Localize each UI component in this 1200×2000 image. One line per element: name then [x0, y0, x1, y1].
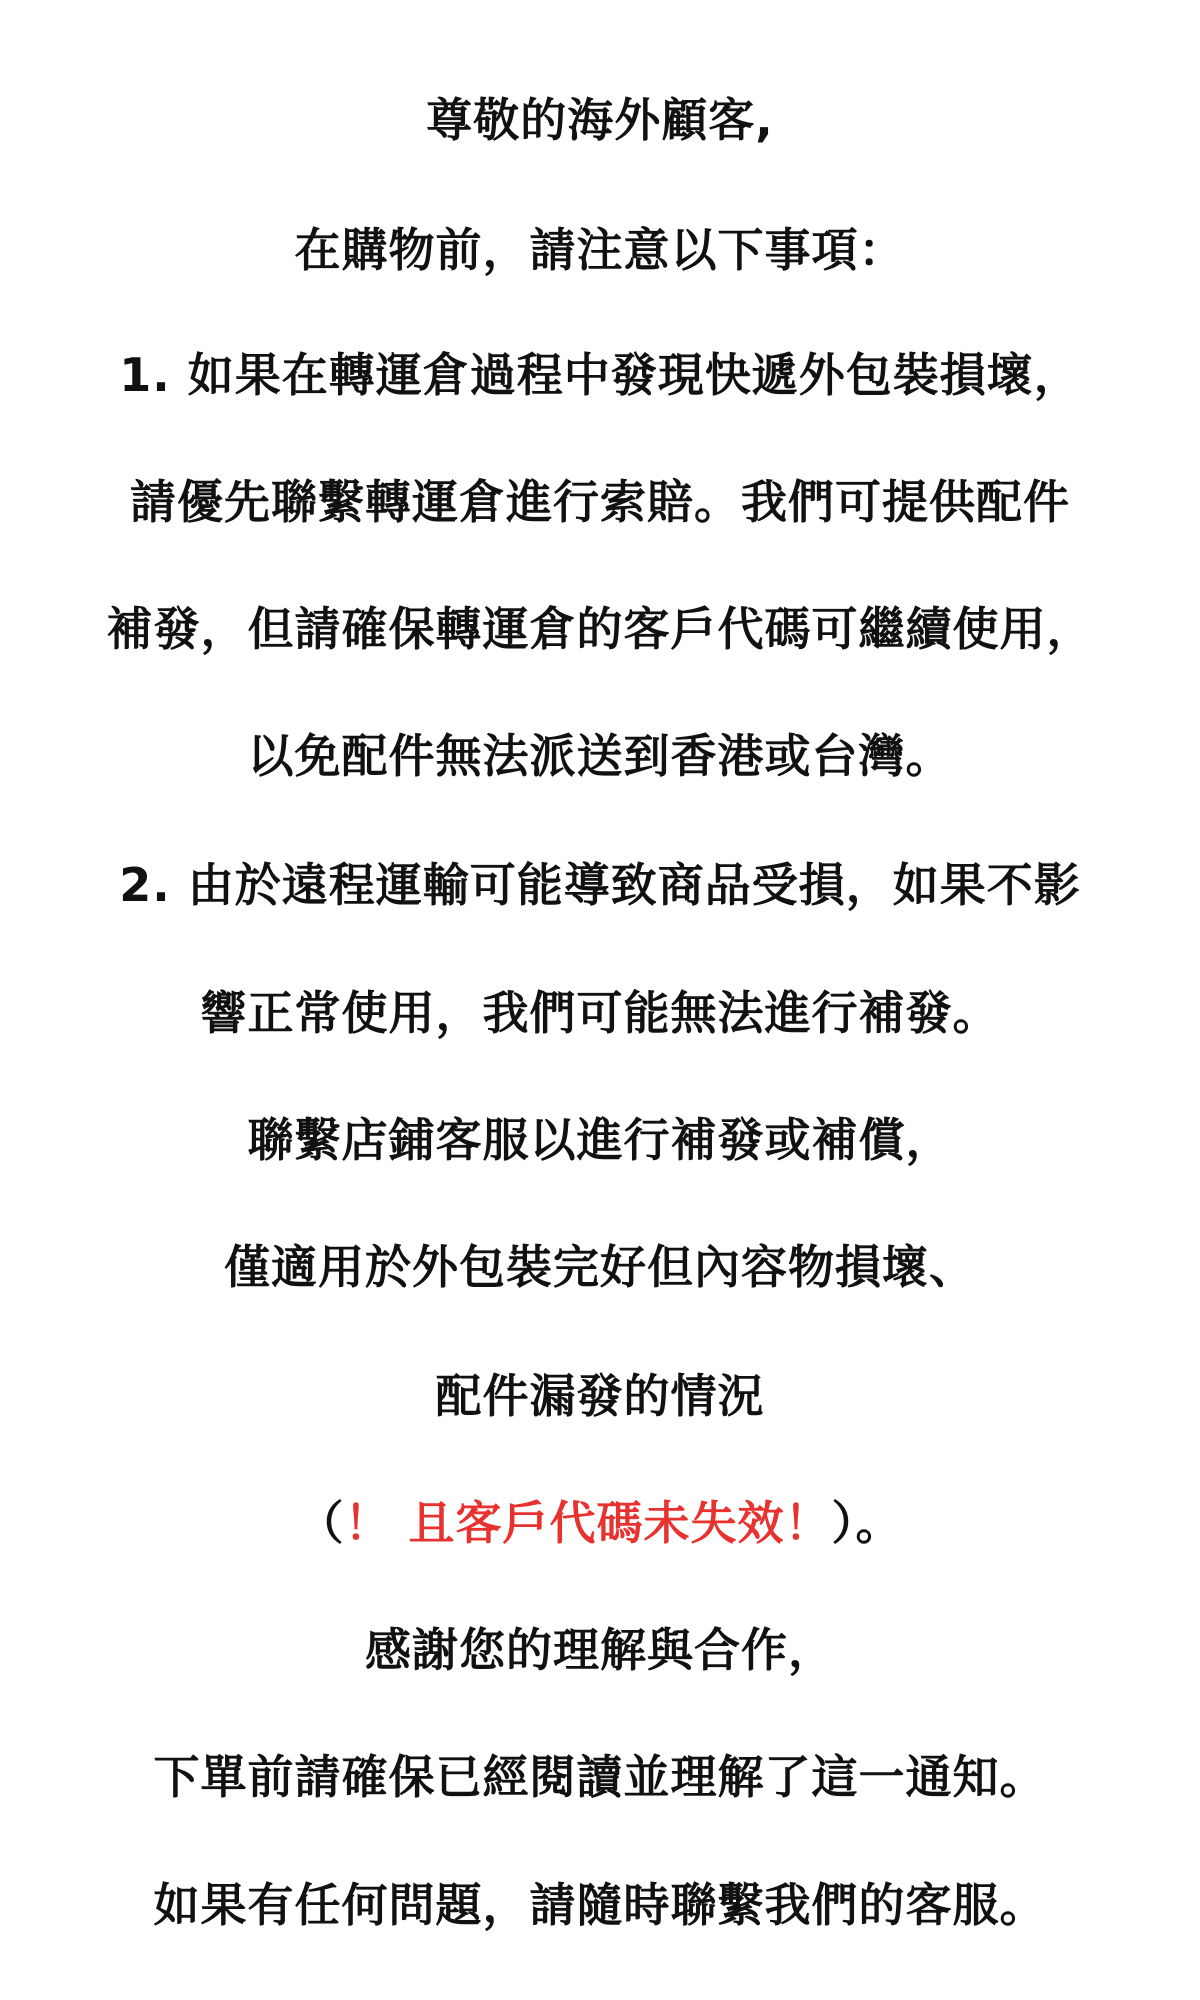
closing-line-2: 下單前請確保已經閱讀並理解了這一通知。 [153, 1750, 1047, 1804]
closing-line-3: 如果有任何問題，請隨時聯繫我們的客服。 [153, 1878, 1047, 1932]
condition-line [0, 1491, 1200, 1555]
item2-line-5: 配件漏發的情況 [435, 1369, 765, 1423]
item1-line-3: 補發，但請確保轉運倉的客戶代碼可繼續使用， [106, 602, 1094, 656]
condition-open-paren: （ [297, 1496, 345, 1550]
condition-close-paren: ）。 [831, 1496, 903, 1550]
item2-line-3: 聯繫店鋪客服以進行補發或補償， [247, 1113, 953, 1167]
item2-line-2: 響正常使用，我們可能無法進行補發。 [200, 986, 1000, 1040]
item1-line-4: 以免配件無法派送到香港或台灣。 [247, 729, 953, 783]
intro-line: 在購物前，請注意以下事項： [294, 223, 906, 277]
item2-line-4: 僅適用於外包裝完好但內容物損壞、 [224, 1240, 976, 1294]
item1-line-1: 1. 如果在轉運倉過程中發現快遞外包裝損壞， [119, 348, 1081, 402]
condition-highlight: ！ 且客戶代碼未失效！ [344, 1496, 832, 1550]
item2-line-1: 2. 由於遠程運輸可能導致商品受損，如果不影 [119, 858, 1081, 912]
closing-line-1: 感謝您的理解與合作， [365, 1623, 835, 1677]
item1-line-2: 請優先聯繫轉運倉進行索賠。我們可提供配件 [130, 475, 1070, 529]
greeting-line: 尊敬的海外顧客, [426, 93, 774, 147]
